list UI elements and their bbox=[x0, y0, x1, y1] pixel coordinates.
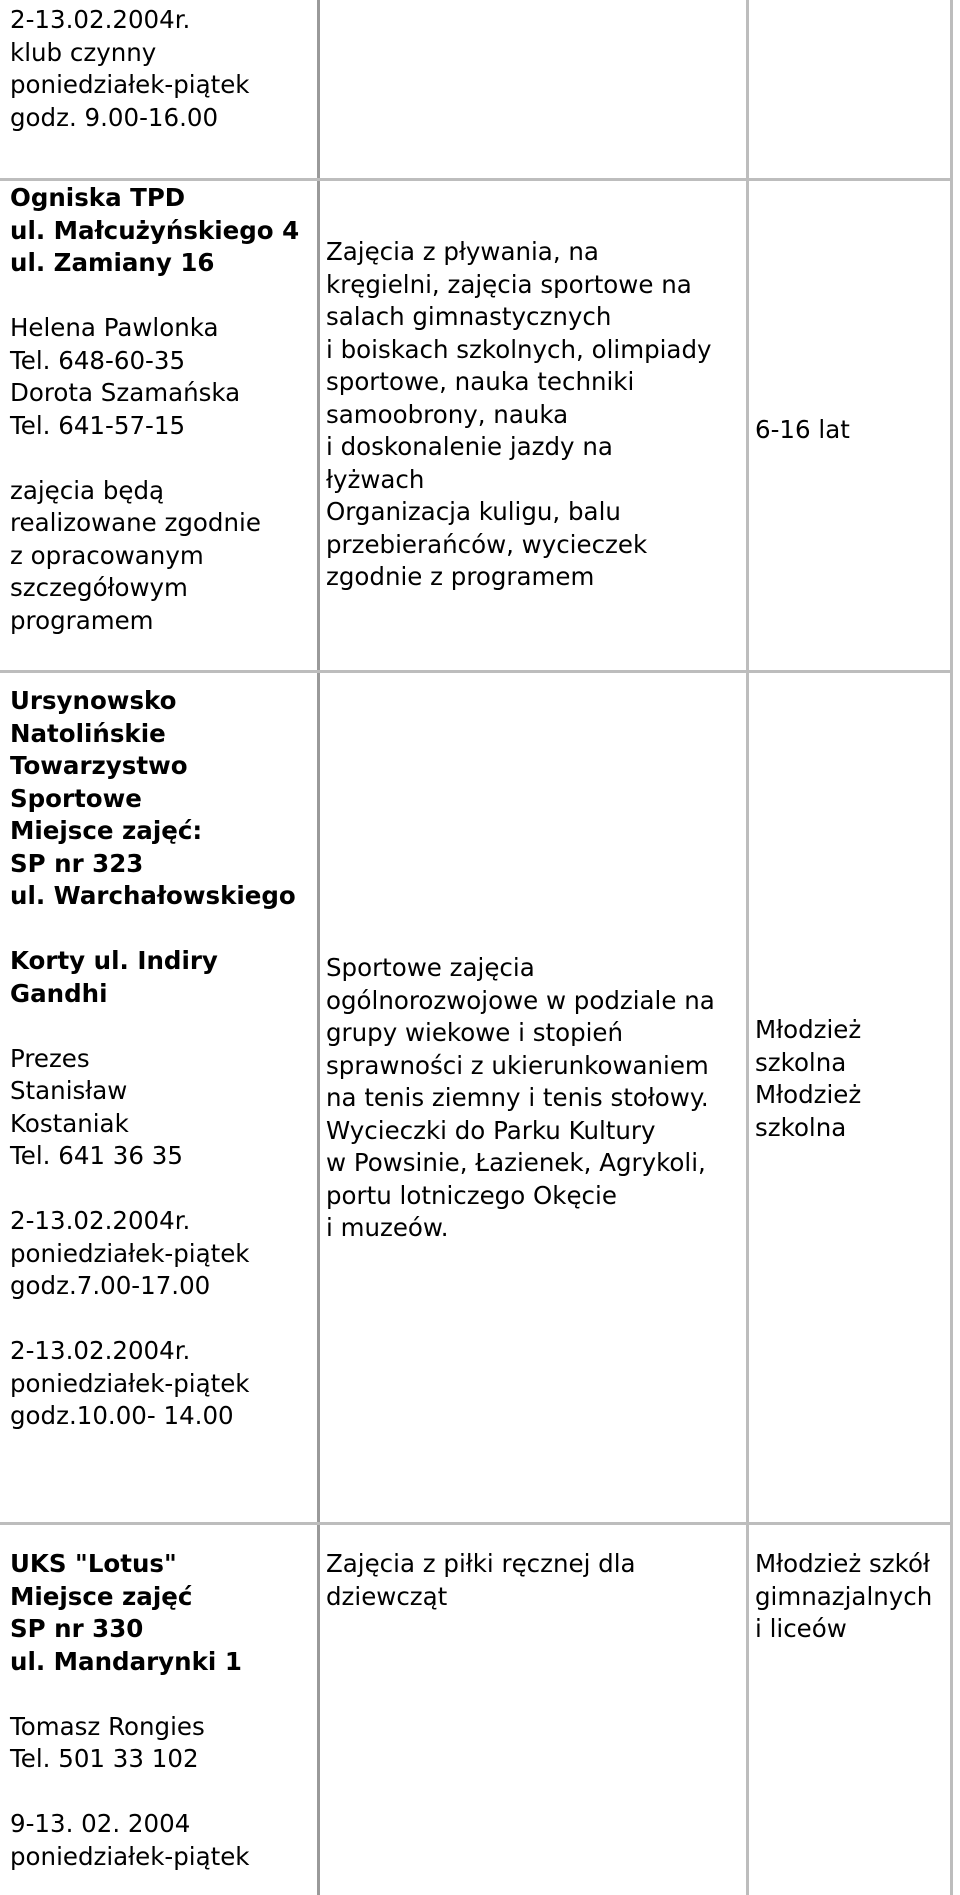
row2-activity-cell bbox=[326, 236, 712, 594]
contact-name: Tomasz Rongies bbox=[10, 1711, 205, 1741]
activity-line: w Powsinie, Łazienek, Agrykoli, bbox=[326, 1148, 706, 1177]
age-range: 6-16 lat bbox=[755, 415, 850, 444]
age-group: Młodzież szkół bbox=[755, 1549, 930, 1578]
age-group: i liceów bbox=[755, 1614, 847, 1643]
row-divider bbox=[0, 1522, 953, 1525]
org-address: ul. Zamiany 16 bbox=[10, 248, 215, 277]
activity-line: Zajęcia z pływania, na bbox=[326, 237, 599, 266]
date-text: 2-13.02.2004r. bbox=[10, 1336, 191, 1365]
contact-role: Prezes bbox=[10, 1043, 90, 1073]
venue-address: ul. Mandarynki 1 bbox=[10, 1646, 242, 1676]
row3-age-cell bbox=[755, 1014, 861, 1144]
activity-line: i doskonalenie jazdy na bbox=[326, 432, 613, 461]
activity-line: zgodnie z programem bbox=[326, 562, 595, 591]
note-text: realizowane zgodnie bbox=[10, 508, 261, 537]
row-divider bbox=[0, 178, 953, 181]
row4-activity-cell bbox=[326, 1548, 636, 1613]
activity-line: Wycieczki do Parku Kultury bbox=[326, 1115, 656, 1145]
weekdays-text: poniedziałek-piątek bbox=[10, 70, 250, 99]
venue-school: SP nr 323 bbox=[10, 848, 144, 878]
weekdays-text: poniedziałek-piątek bbox=[10, 1841, 250, 1871]
hours-text: godz.7.00-17.00 bbox=[10, 1271, 211, 1300]
activity-line: sportowe, nauka techniki bbox=[326, 367, 635, 396]
contact-phone: Tel. 501 33 102 bbox=[10, 1744, 199, 1773]
column-divider bbox=[317, 0, 320, 1895]
date-text: 9-13. 02. 2004 bbox=[10, 1809, 191, 1838]
org-name: Natolińskie bbox=[10, 718, 166, 748]
venue-school: SP nr 330 bbox=[10, 1614, 144, 1643]
activity-line: kręgielni, zajęcia sportowe na bbox=[326, 269, 692, 299]
courts-address: Gandhi bbox=[10, 978, 108, 1008]
row4-age-cell bbox=[755, 1548, 932, 1646]
age-group: Młodzież bbox=[755, 1015, 862, 1044]
row2-age-cell bbox=[755, 414, 850, 447]
contact-name: Helena Pawlonka bbox=[10, 313, 219, 342]
row2-org-cell bbox=[10, 182, 299, 637]
activity-line: dziewcząt bbox=[326, 1581, 448, 1611]
note-text: szczegółowym bbox=[10, 573, 188, 602]
activity-line: Sportowe zajęcia bbox=[326, 953, 535, 982]
weekdays-text: poniedziałek-piątek bbox=[10, 1368, 250, 1398]
age-group: gimnazjalnych bbox=[755, 1581, 933, 1611]
contact-name: Stanisław bbox=[10, 1076, 128, 1105]
venue-address: ul. Warchałowskiego bbox=[10, 881, 296, 910]
org-name: Ogniska TPD bbox=[10, 183, 186, 212]
hours-text: godz. 9.00-16.00 bbox=[10, 102, 219, 132]
age-group: szkolna bbox=[755, 1047, 847, 1077]
org-name: Towarzystwo bbox=[10, 751, 188, 780]
activity-line: Zajęcia z piłki ręcznej dla bbox=[326, 1549, 636, 1578]
age-group: Młodzież bbox=[755, 1080, 862, 1109]
org-name: Ursynowsko bbox=[10, 686, 177, 715]
venue-label: Miejsce zajęć: bbox=[10, 816, 203, 845]
activity-line: łyżwach bbox=[326, 464, 425, 494]
activity-line: na tenis ziemny i tenis stołowy. bbox=[326, 1083, 709, 1112]
row4-org-cell bbox=[10, 1548, 250, 1873]
courts-address: Korty ul. Indiry bbox=[10, 946, 218, 975]
contact-name: Dorota Szamańska bbox=[10, 378, 241, 407]
activity-line: Organizacja kuligu, balu bbox=[326, 497, 621, 526]
row-divider bbox=[0, 670, 953, 673]
row1-org-cell bbox=[10, 4, 250, 134]
note-text: programem bbox=[10, 605, 154, 635]
activity-line: grupy wiekowe i stopień bbox=[326, 1018, 624, 1047]
contact-phone: Tel. 641 36 35 bbox=[10, 1141, 183, 1170]
activity-line: i boiskach szkolnych, olimpiady bbox=[326, 334, 712, 364]
activity-line: przebierańców, wycieczek bbox=[326, 529, 648, 559]
activity-line: i muzeów. bbox=[326, 1213, 449, 1242]
club-status: klub czynny bbox=[10, 37, 157, 67]
note-text: z opracowanym bbox=[10, 540, 204, 570]
activity-line: samoobrony, nauka bbox=[326, 399, 569, 429]
hours-text: godz.10.00- 14.00 bbox=[10, 1401, 234, 1430]
activity-line: salach gimnastycznych bbox=[326, 302, 612, 331]
contact-phone: Tel. 648-60-35 bbox=[10, 345, 186, 375]
date-text: 2-13.02.2004r. bbox=[10, 5, 191, 34]
org-name: UKS "Lotus" bbox=[10, 1549, 177, 1578]
note-text: zajęcia będą bbox=[10, 475, 165, 505]
contact-phone: Tel. 641-57-15 bbox=[10, 410, 186, 440]
row3-org-cell bbox=[10, 685, 296, 1433]
contact-name: Kostaniak bbox=[10, 1108, 129, 1138]
org-address: ul. Małcużyńskiego 4 bbox=[10, 215, 300, 245]
org-name: Sportowe bbox=[10, 783, 142, 813]
column-divider bbox=[746, 0, 749, 1895]
activity-line: ogólnorozwojowe w podziale na bbox=[326, 985, 715, 1015]
date-text: 2-13.02.2004r. bbox=[10, 1206, 191, 1235]
row3-activity-cell bbox=[326, 952, 715, 1245]
weekdays-text: poniedziałek-piątek bbox=[10, 1238, 250, 1268]
venue-label: Miejsce zajęć bbox=[10, 1581, 193, 1611]
column-divider bbox=[950, 0, 953, 1895]
activity-line: sprawności z ukierunkowaniem bbox=[326, 1050, 709, 1080]
age-group: szkolna bbox=[755, 1112, 847, 1142]
activity-line: portu lotniczego Okęcie bbox=[326, 1180, 617, 1210]
